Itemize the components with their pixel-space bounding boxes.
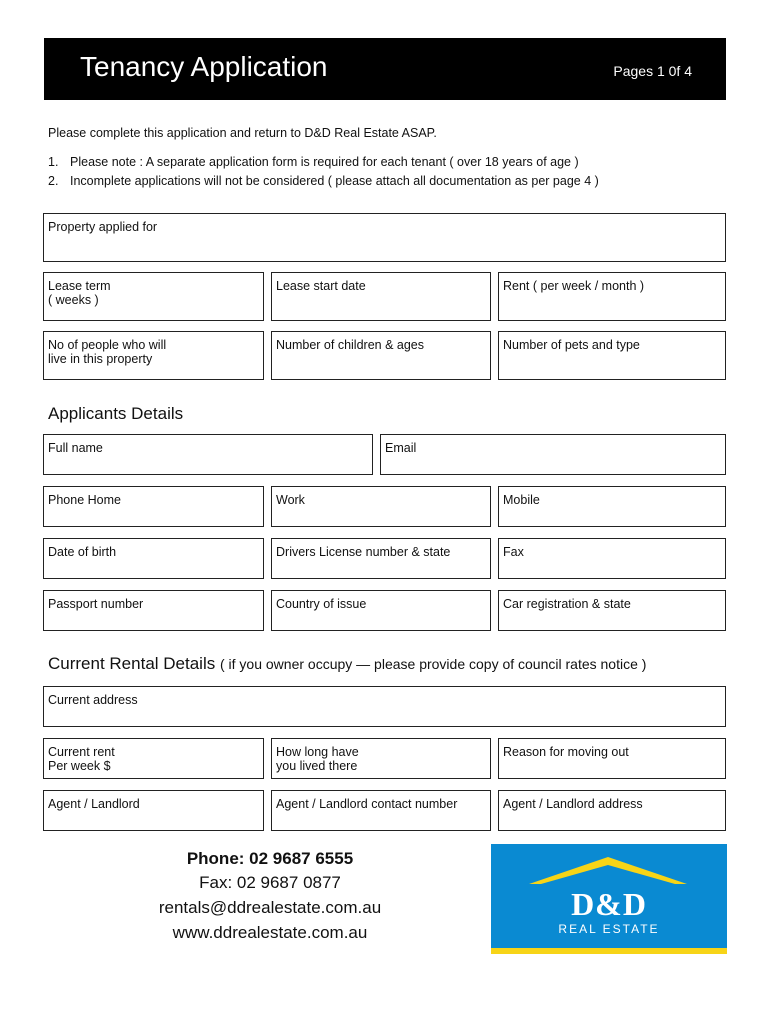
field-label: Work [276, 493, 305, 507]
field-label: Agent / Landlord address [503, 797, 643, 811]
field-label: live in this property [48, 352, 153, 366]
field-label: How long have [276, 745, 359, 759]
field-label: you lived there [276, 759, 358, 773]
field-label: Number of children & ages [276, 338, 424, 352]
field-label: Drivers License number & state [276, 545, 451, 559]
contact-email[interactable]: rentals@ddrealestate.com.au [158, 898, 382, 917]
current-address-field[interactable] [43, 686, 726, 727]
field-label: Date of birth [48, 545, 117, 559]
page-title: Tenancy Application [80, 51, 328, 82]
header-bar [44, 38, 726, 100]
field-label: Rent ( per week / month ) [503, 279, 645, 293]
field-label: Fax [503, 545, 524, 559]
number-of-people-field[interactable] [43, 331, 264, 380]
agent-address-field[interactable] [498, 790, 726, 831]
work-phone-field[interactable] [271, 486, 491, 527]
mobile-field[interactable] [498, 486, 726, 527]
field-label: Full name [48, 441, 103, 455]
field-label: Lease term [48, 279, 111, 293]
lease-start-date-field[interactable] [271, 272, 491, 321]
field-label: Mobile [503, 493, 540, 507]
note-number: 2. [48, 174, 59, 188]
reason-moving-field[interactable] [498, 738, 726, 779]
rental-section-title [48, 654, 646, 674]
field-label: ( weeks ) [48, 293, 99, 307]
full-name-field[interactable] [43, 434, 373, 475]
field-label: Per week $ [48, 759, 111, 773]
field-label: Reason for moving out [503, 745, 629, 759]
lease-term-field[interactable] [43, 272, 264, 321]
note-1 [48, 155, 579, 169]
field-label: Lease start date [276, 279, 366, 293]
passport-number-field[interactable] [43, 590, 264, 631]
country-of-issue-field[interactable] [271, 590, 491, 631]
field-label: Agent / Landlord [48, 797, 140, 811]
field-label: No of people who will [48, 338, 167, 352]
logo-tagline: REAL ESTATE [558, 922, 660, 936]
agent-contact-number-field[interactable] [271, 790, 491, 831]
car-registration-field[interactable] [498, 590, 726, 631]
field-label: Number of pets and type [503, 338, 640, 352]
field-label: Property applied for [48, 220, 158, 234]
intro-text: Please complete this application and return to D&D Real Estate ASAP. [48, 126, 437, 140]
children-ages-field[interactable] [271, 331, 491, 380]
page-count: Pages 1 0f 4 [613, 63, 692, 79]
email-field[interactable] [380, 434, 726, 475]
field-label: Car registration & state [503, 597, 631, 611]
note-number: 1. [48, 155, 59, 169]
agent-landlord-field[interactable] [43, 790, 264, 831]
pets-field[interactable] [498, 331, 726, 380]
note-text: Incomplete applications will not be considered ( please attach all documentation as per page 4 ) [70, 174, 599, 188]
field-label: Country of issue [276, 597, 367, 611]
how-long-field[interactable] [271, 738, 491, 779]
rental-subtitle: ( if you owner occupy — please provide copy of council rates notice ) [219, 656, 647, 672]
rent-field[interactable] [498, 272, 726, 321]
fax-field[interactable] [498, 538, 726, 579]
applicants-section-title: Applicants Details [48, 404, 184, 423]
current-rent-field[interactable] [43, 738, 264, 779]
company-logo [491, 844, 727, 954]
date-of-birth-field[interactable] [43, 538, 264, 579]
contact-website[interactable]: www.ddrealestate.com.au [172, 923, 368, 942]
field-label: Passport number [48, 597, 144, 611]
field-label: Agent / Landlord contact number [276, 797, 458, 811]
rental-title: Current Rental Details [48, 654, 216, 673]
field-label: Email [385, 441, 417, 455]
contact-phone: Phone: 02 9687 6555 [186, 849, 354, 868]
drivers-license-field[interactable] [271, 538, 491, 579]
field-label: Current address [48, 693, 138, 707]
property-applied-for-field[interactable] [43, 213, 726, 262]
contact-fax: Fax: 02 9687 0877 [199, 873, 341, 892]
field-label: Phone Home [48, 493, 121, 507]
note-text: Please note : A separate application form is required for each tenant ( over 18 years of age ) [70, 155, 579, 169]
logo-name: D&D [571, 886, 647, 922]
note-2 [48, 174, 599, 188]
phone-home-field[interactable] [43, 486, 264, 527]
field-label: Current rent [48, 745, 115, 759]
